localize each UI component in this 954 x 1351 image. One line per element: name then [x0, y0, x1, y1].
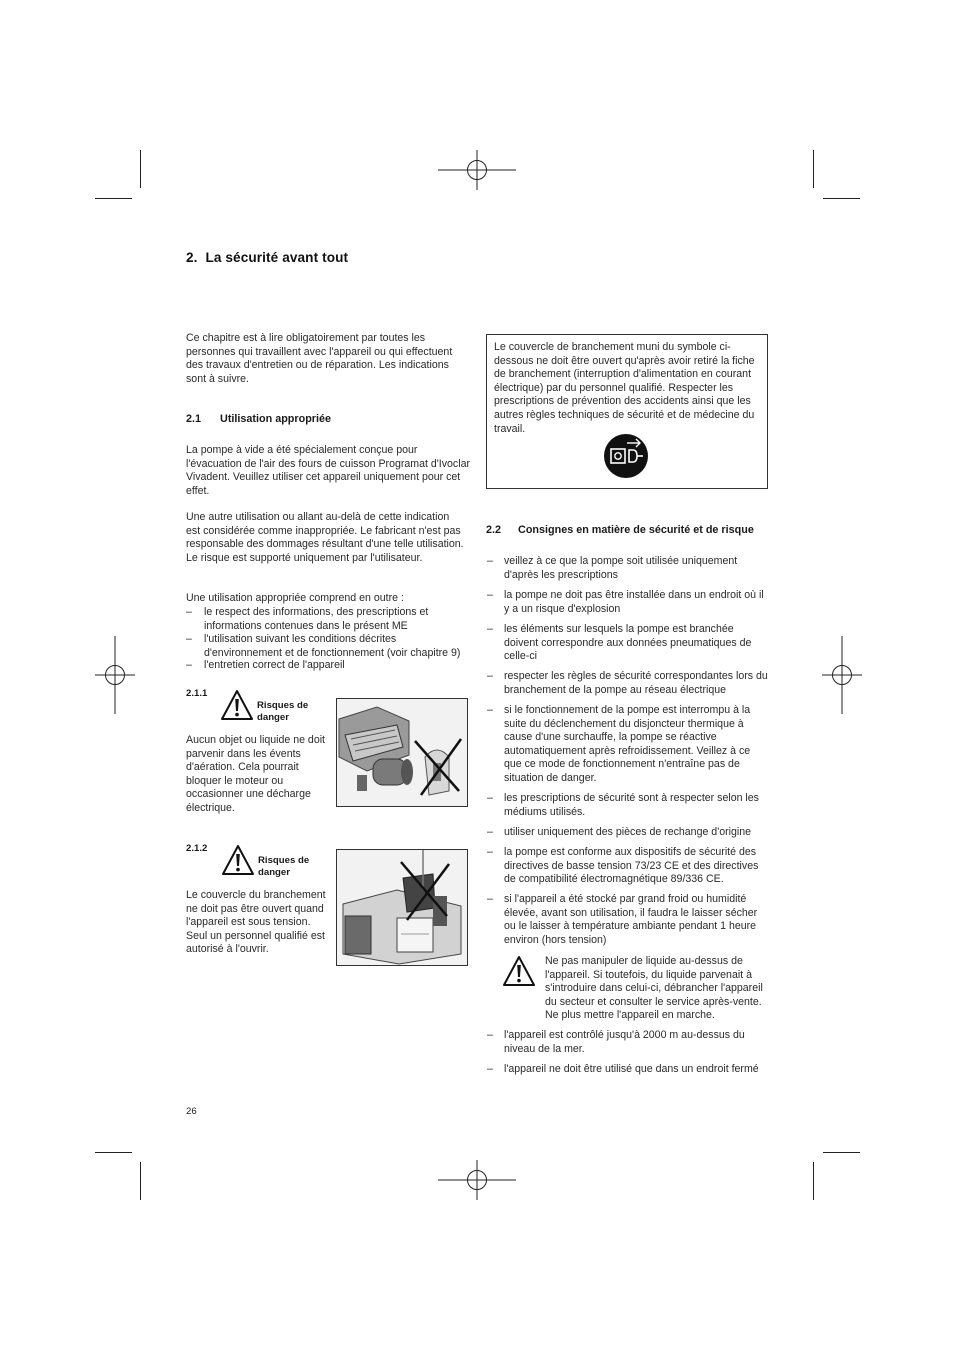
registration-mark-right	[822, 636, 862, 714]
registration-mark-top	[438, 150, 516, 190]
page-number: 26	[186, 1106, 197, 1117]
chapter-number: 2.	[186, 250, 198, 265]
section-2-1-heading	[186, 413, 331, 425]
section-2-1-1-text: Aucun objet ou liquide ne doit parvenir dans les évents d'aération. Cela pourrait bloquer le moteur ou occasionner une décharge électrique.	[186, 734, 326, 814]
unplug-symbol-icon	[603, 433, 649, 479]
section-2-1-paragraph-2: Une autre utilisation ou allant au-delà de cette indication est considérée comme inappropriée. Le fabricant n'est pas responsable des dommages résultant d'une telle utilisation. Le risque est supporté uniquement par l'utilisateur.	[186, 511, 464, 564]
warning-triangle-icon	[502, 955, 536, 987]
pump-vents-photo	[336, 698, 468, 807]
section-2-1-1-number: 2.1.1	[186, 688, 208, 699]
registration-mark-bottom	[438, 1160, 516, 1200]
section-2-1-2-number: 2.1.2	[186, 843, 208, 854]
section-number: 2.2	[486, 524, 502, 536]
section-2-1-paragraph-1: La pompe à vide a été spécialement conçue pour l'évacuation de l'air des fours de cuisson Programat d'Ivoclar Vivadent. Veuillez utiliser cet appareil uniquement pour cet effet.	[186, 444, 471, 497]
warning-label: Risques de danger	[257, 700, 309, 724]
section-2-1-2-text: Le couvercle du branchement ne doit pas être ouvert quand l'appareil est sous tension. Seul un personnel qualifié est autorisé à l'ouvrir.	[186, 889, 326, 956]
chapter-heading	[186, 250, 348, 265]
section-title: Consignes en matière de sécurité et de risque	[518, 524, 754, 536]
section-title: Utilisation appropriée	[220, 413, 332, 425]
intro-paragraph: Ce chapitre est à lire obligatoirement par toutes les personnes qui travaillent avec l'appareil ou qui effectuent des travaux d'entretien ou de réparation. Les indications sont à suivre.	[186, 332, 453, 385]
warning-triangle-icon	[220, 689, 254, 721]
connection-cover-note-box	[486, 334, 768, 489]
pump-cover-photo	[336, 849, 468, 966]
warning-triangle-icon	[221, 844, 255, 876]
warning-label: Risques de danger	[258, 855, 310, 879]
note-text: Le couvercle de branchement muni du symbole ci-dessous ne doit être ouvert qu'après avoir retiré la fiche de branchement (interruption d'alimentation en courant électrique) par du personnel qualifié. Respecter les prescriptions de prévention des accidents ainsi que les autres règles techniques de sécurité et de médecine du travail.	[494, 341, 755, 435]
section-2-2-heading	[486, 524, 754, 536]
registration-mark-left	[95, 636, 135, 714]
section-number: 2.1	[186, 413, 202, 425]
section-2-1-paragraph-3: Une utilisation appropriée comprend en outre :	[186, 592, 404, 604]
chapter-title: La sécurité avant tout	[205, 250, 349, 265]
liquid-warning-text: Ne pas manipuler de liquide au-dessus de l'appareil. Si toutefois, du liquide parvenait à s'introduire dans celui-ci, débrancher l'appareil du secteur et consulter le service après-vente. Ne plus mettre l'appareil en marche.	[545, 955, 763, 1022]
